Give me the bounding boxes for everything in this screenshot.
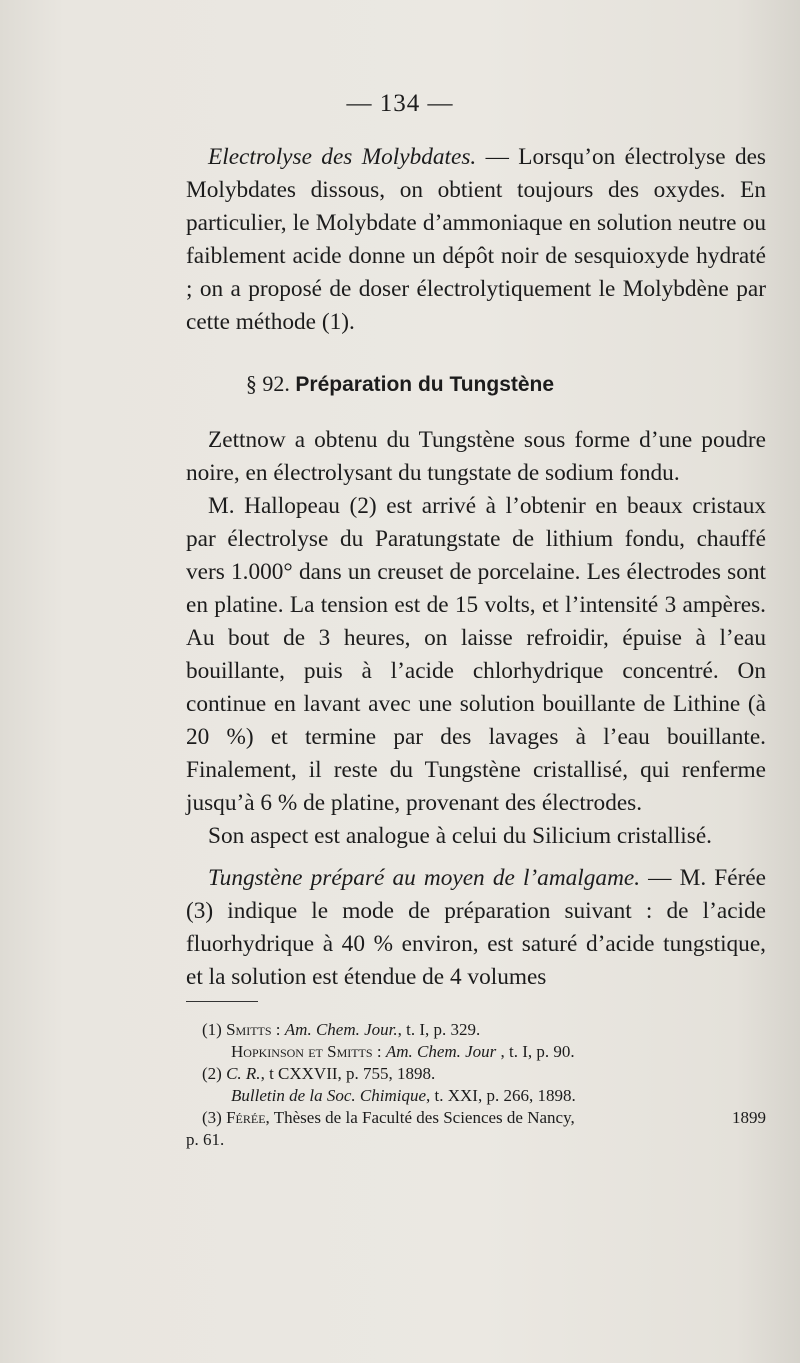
footnote-1b-ref: , t. I, p. 90. (496, 1042, 575, 1061)
footnote-1-ref: , t. I, p. 329. (397, 1020, 481, 1039)
footnote-3-text: , Thèses de la Faculté des Sciences de Nancy, (265, 1108, 575, 1127)
paragraph-amalgame (186, 862, 766, 994)
section-number: § 92. (245, 371, 290, 396)
footnote-3-year: 1899 (732, 1108, 766, 1127)
footnote-1-author: Smitts (226, 1020, 272, 1039)
paragraph-text-amalgame: — M. Férée (3) indique le mode de préparation suivant : de l’acide fluorhydrique à 40 % environ, est saturé d’acide tungstique, et la solution est étendue de 4 volumes (186, 865, 767, 990)
footnote-3 (186, 1107, 766, 1129)
section-heading (0, 371, 800, 397)
footnote-3-author: Férée (226, 1108, 266, 1127)
footnote-2-marker: (2) (202, 1064, 222, 1083)
footnote-2b (186, 1085, 766, 1107)
footnote-1-journal: Am. Chem. Jour. (284, 1020, 398, 1039)
footnote-3-marker: (3) (202, 1108, 222, 1127)
tungsten-block (186, 424, 766, 994)
footnotes (186, 1019, 766, 1151)
page-number: — 134 — (346, 90, 454, 117)
footnote-1b-journal: Am. Chem. Jour (385, 1042, 497, 1061)
footnote-1b-sep: : (372, 1042, 386, 1061)
footnote-3-page: p. 61. (186, 1130, 225, 1149)
footnote-1b-author: Hopkinson et Smitts (231, 1042, 373, 1061)
paragraph-title-amalgame: Tungstène préparé au moyen de l’amalgame. (208, 865, 641, 891)
footnote-2b-journal: Bulletin de la Soc. Chimique (231, 1086, 426, 1105)
paragraph-text-molybdates: — Lorsqu’on électrolyse des Molybdates dissous, on obtient toujours des oxydes. En particulier, le Molybdate d’ammoniaque en solution neutre ou faiblement acide donne un dépôt noir de sesquioxyde hydraté ; on a proposé de doser électrolytiquement le Molybdène par cette méthode (1). (186, 144, 766, 335)
paragraph-aspect: Son aspect est analogue à celui du Silicium cristallisé. (208, 823, 712, 849)
paragraph-hallopeau: M. Hallopeau (2) est arrivé à l’obtenir en beaux cristaux par électrolyse du Paratungstate de lithium fondu, chauffé vers 1.000° dans un creuset de porcelaine. Les électrodes sont en platine. La tension est de 15 volts, et l’intensité 3 ampères. Au bout de 3 heures, on laisse refroidir, épuise à l’eau bouillante, puis à l’acide chlorhydrique concentré. On continue en lavant avec une solution bouillante de Lithine (à 20 %) et termine par des lavages à l’eau bouillante. Finalement, il reste du Tungstène cristallisé, qui renferme jusqu’à 6 % de platine, provenant des électrodes. (186, 493, 766, 816)
footnote-1-marker: (1) (202, 1020, 222, 1039)
footnote-2 (186, 1063, 766, 1085)
footnote-1-sep: : (271, 1020, 285, 1039)
footnote-separator (186, 1001, 258, 1002)
paragraph-title-molybdates: Electrolyse des Molybdates. (208, 144, 477, 170)
paragraph-zettnow: Zettnow a obtenu du Tungstène sous forme d’une poudre noire, en électrolysant du tungstate de sodium fondu. (186, 427, 766, 486)
footnote-1b (186, 1041, 766, 1063)
footnote-1 (186, 1019, 766, 1041)
section-title: Préparation du Tungstène (295, 373, 555, 396)
footnote-2-journal: C. R. (226, 1064, 261, 1083)
footnote-3-main (202, 1107, 575, 1129)
footnote-2-ref: , t CXXVII, p. 755, 1898. (260, 1064, 436, 1083)
paragraph-molybdates-electrolysis (186, 141, 766, 339)
footnote-2b-ref: , t. XXI, p. 266, 1898. (426, 1086, 576, 1105)
molybdates-block (186, 141, 766, 339)
